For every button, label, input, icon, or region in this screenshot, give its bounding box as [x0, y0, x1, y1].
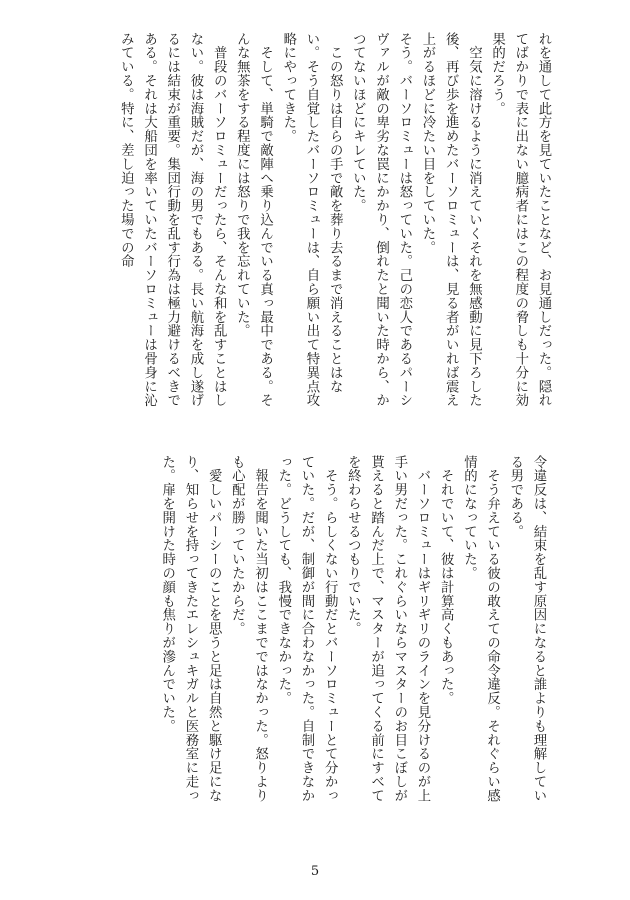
paragraph: 報告を聞いた当初はここまでではなかった。怒りよりも心配が勝っていたからだ。 — [229, 455, 268, 803]
upper-text-block — [85, 32, 555, 419]
paragraph: 令違反は、結束を乱す原因になると誰よりも理解している男である。 — [507, 455, 546, 803]
paragraph: れを通して此方を見ていたことなど、お見通しだった。隠れてばかりで表に出ない臆病者にはこの程度の脅しも十分に効果的だろう。 — [489, 32, 551, 408]
paragraph: そして、単騎で敵陣へ乗り込んでいる真っ最中である。そんな無茶をする程度には怒りで我を忘れていた。 — [234, 32, 273, 408]
paragraph: そう。らしくない行動だとバーソロミューとて分かっていた。だが、制御が間に合わなかった。自制できなかった。どうしても、我慢できなかった。 — [275, 455, 338, 803]
paragraph: バーソロミューはギリギリのラインを見分けるのが上手い男だった。これぐらいならマスターのお目こぼしが貰えると踏んだ上で、マスターが追ってくる前にすべてを終わらせるつもりでいた。 — [345, 455, 430, 803]
page-number: 5 — [310, 864, 320, 879]
paragraph: 空気に溶けるように消えていくそれを無感動に見下ろした後、再び歩を進めたバーソロミューは、見る者がいれば震え上がるほどに冷たい目をしていた。 — [419, 32, 482, 408]
lower-text-block — [105, 455, 550, 810]
paragraph: 愛しいパーシーのことを思うと足は自然と駆け足になり、知らせを持ってきたエレシュキガルと医務室に走った。扉を開けた時の顔も焦りが滲んでいた。 — [159, 455, 222, 803]
paragraph: そう弁えている彼の敢えての命令違反。それぐらい感情的になっていた。 — [461, 455, 500, 803]
paragraph: この怒りは自らの手で敵を葬り去るまで消えることはない。そう自覚したバーソロミューは、自ら願い出て特異点攻略にやってきた。 — [280, 32, 343, 408]
paragraph: そう。バーソロミューは怒っていた。己の恋人であるパーシヴァルが敵の卑劣な罠にかかり、倒れたと聞いた時から、かつてないほどにキレていた。 — [350, 32, 412, 408]
paragraph: それでいて、彼は計算高くもあった。 — [438, 455, 454, 706]
paragraph: 普段のバーソロミューだったら、そんな和を乱すことはしない。彼は海賊だが、海の男でもある。長い航海を成し遂げるには結束が重要。集団行動を乱す行為は極力避けるべきである。それは大船団を率いていたバーソロミューは骨身に沁みている。特に、差し迫った場での命 — [118, 32, 227, 408]
